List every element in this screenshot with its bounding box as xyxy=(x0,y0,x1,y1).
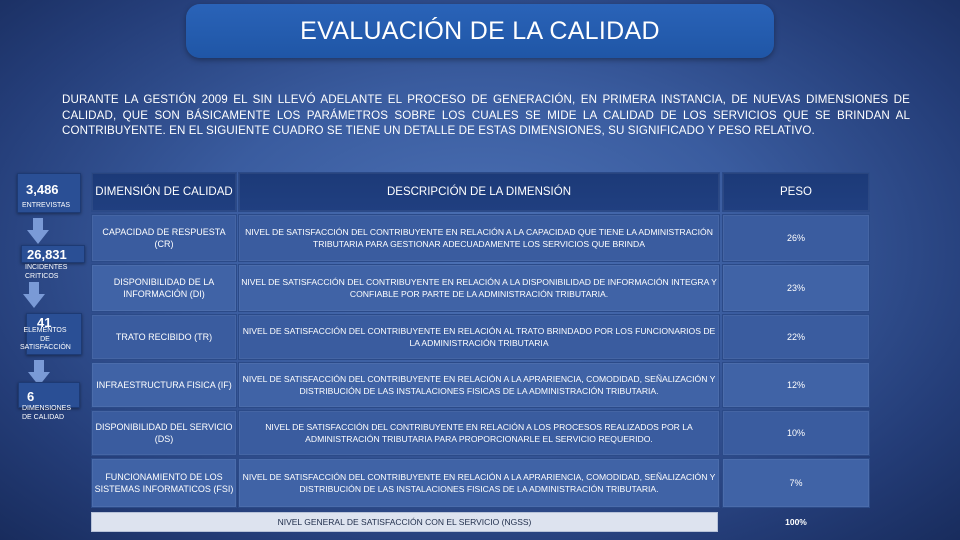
weight-cell: 10% xyxy=(722,410,870,456)
down-arrow-icon xyxy=(23,294,45,308)
funnel-box-interviews xyxy=(17,173,81,213)
dimension-cell: DISPONIBILIDAD DE LA INFORMACIÓN (DI) xyxy=(91,264,237,312)
funnel-box-incidents xyxy=(21,245,85,263)
dimension-cell: DISPONIBILIDAD DEL SERVICIO (DS) xyxy=(91,410,237,456)
description-cell: NIVEL DE SATISFACCIÓN DEL CONTRIBUYENTE EN RELACIÓN AL TRATO BRINDADO POR LOS FUNCIONARIOS DE LA ADMINISTRACIÓN TRIBUTARIA xyxy=(238,314,720,360)
description-cell: NIVEL DE SATISFACCIÓN DEL CONTRIBUYENTE EN RELACIÓN A LOS PROCESOS REALIZADOS POR LA ADMINISTRACIÓN TRIBUTARIA PARA PROPORCIONARLE EL SERVICIO REQUERIDO. xyxy=(238,410,720,456)
dimension-cell: CAPACIDAD DE RESPUESTA (CR) xyxy=(91,214,237,262)
dimension-cell: FUNCIONAMIENTO DE LOS SISTEMAS INFORMATICOS (FSI) xyxy=(91,458,237,508)
funnel-label: DIMENSIONES DE CALIDAD xyxy=(22,405,72,421)
funnel-number: 6 xyxy=(27,389,35,404)
header-dimension: DIMENSIÓN DE CALIDAD xyxy=(91,172,237,212)
weight-cell: 22% xyxy=(722,314,870,360)
funnel-number: 3,486 xyxy=(26,182,59,197)
funnel-label: ELEMENTOS DE SATISFACCIÓN xyxy=(20,327,71,351)
funnel-label: INCIDENTES CRITICOS xyxy=(25,264,68,280)
funnel-label: ENTREVISTAS xyxy=(22,202,71,209)
methodology-funnel xyxy=(0,170,100,440)
funnel-number: 41 xyxy=(37,315,52,330)
down-arrow-icon xyxy=(27,230,49,244)
header-description: DESCRIPCIÓN DE LA DIMENSIÓN xyxy=(238,172,720,212)
description-cell: NIVEL DE SATISFACCIÓN DEL CONTRIBUYENTE EN RELACIÓN A LA APRARIENCIA, COMODIDAD, SEÑALIZACIÓN Y DISTRIBUCIÓN DE LAS INSTALACIONES FISICAS DE LA ADMINISTRACIÓN TRIBUTARIA. xyxy=(238,362,720,408)
weight-cell: 23% xyxy=(722,264,870,312)
dimension-cell: TRATO RECIBIDO (TR) xyxy=(91,314,237,360)
weight-cell: 26% xyxy=(722,214,870,262)
weight-cell: 12% xyxy=(722,362,870,408)
total-weight: 100% xyxy=(785,517,807,527)
description-cell: NIVEL DE SATISFACCIÓN DEL CONTRIBUYENTE EN RELACIÓN A LA CAPACIDAD QUE TIENE LA ADMINISTRACIÓN TRIBUTARIA PARA GESTIONAR ADECUADAMENTE LOS SERVICIOS QUE BRINDA xyxy=(238,214,720,262)
total-label: NIVEL GENERAL DE SATISFACCIÓN CON EL SERVICIO (NGSS) xyxy=(91,512,718,532)
header-weight: PESO xyxy=(722,172,870,212)
weight-cell: 7% xyxy=(722,458,870,508)
title-banner xyxy=(186,4,774,58)
dimension-cell: INFRAESTRUCTURA FISICA (IF) xyxy=(91,362,237,408)
funnel-number: 26,831 xyxy=(27,247,67,262)
intro-paragraph: DURANTE LA GESTIÓN 2009 EL SIN LLEVÓ ADELANTE EL PROCESO DE GENERACIÓN, EN PRIMERA INSTANCIA, DE NUEVAS DIMENSIONES DE CALIDAD, QUE SON BÁSICAMENTE LOS PARÁMETROS SOBRE LOS CUALES SE MIDE LA CALIDAD DE LOS SERVICIOS QUE SE BRINDAN AL CONTRIBUYENTE. EN EL SIGUIENTE CUADRO SE TIENE UN DETALLE DE ESTAS DIMENSIONES, SU SIGNIFICADO Y PESO RELATIVO. xyxy=(62,93,910,137)
page-title: EVALUACIÓN DE LA CALIDAD xyxy=(300,16,660,45)
description-cell: NIVEL DE SATISFACCIÓN DEL CONTRIBUYENTE EN RELACIÓN A LA DISPONIBILIDAD DE INFORMACIÓN INTEGRA Y CONFIABLE POR PARTE DE LA ADMINISTRACIÓN TRIBUTARIA. xyxy=(238,264,720,312)
description-cell: NIVEL DE SATISFACCIÓN DEL CONTRIBUYENTE EN RELACIÓN A LA APRARIENCIA, COMODIDAD, SEÑALIZACIÓN Y DISTRIBUCIÓN DE LAS INSTALACIONES FISICAS DE LA ADMINISTRACIÓN TRIBUTARIA. xyxy=(238,458,720,508)
